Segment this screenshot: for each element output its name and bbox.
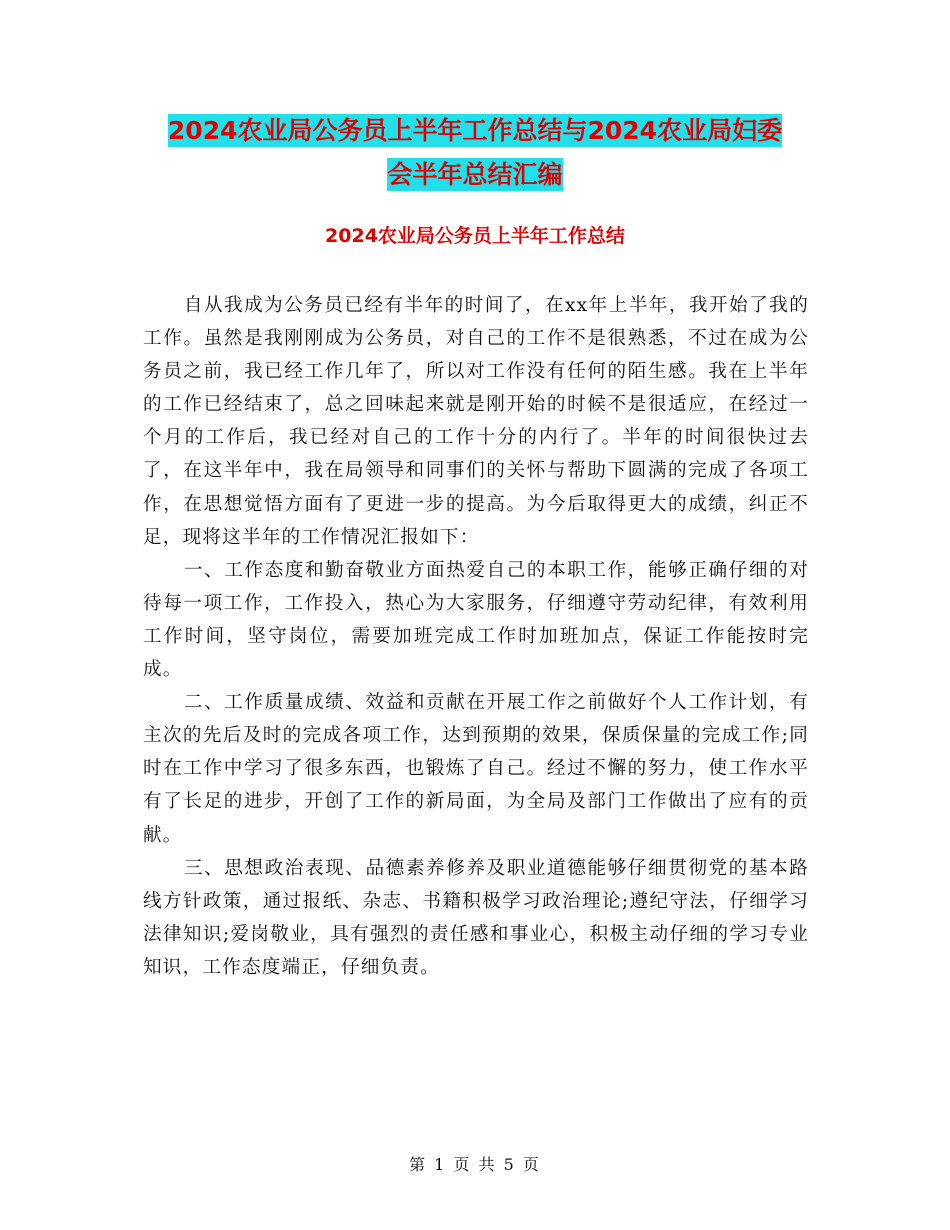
page-footer: 第 1 页 共 5 页 xyxy=(409,1155,541,1174)
title-highlight-1: 2024农业局公务员上半年工作总结与2024农业局妇委 xyxy=(167,116,783,145)
document-body xyxy=(143,289,809,984)
document-title-line-2 xyxy=(0,150,950,200)
section-title: 2024农业局公务员上半年工作总结 xyxy=(325,225,625,247)
title-highlight-2: 会半年总结汇编 xyxy=(387,160,563,189)
paragraph-attitude: 一、工作态度和勤奋敬业方面热爱自己的本职工作，能够正确仔细的对待每一项工作，工作投入，热心为大家服务，仔细遵守劳动纪律，有效利用工作时间，坚守岗位，需要加班完成工作时加班加点，保证工作能按时完成。 xyxy=(143,559,809,681)
paragraph-ethics: 三、思想政治表现、品德素养修养及职业道德能够仔细贯彻党的基本路线方针政策，通过报纸、杂志、书籍积极学习政治理论;遵纪守法，仔细学习法律知识;爱岗敬业，具有强烈的责任感和事业心，积极主动仔细的学习专业知识，工作态度端正，仔细负责。 xyxy=(143,857,809,978)
paragraph-intro: 自从我成为公务员已经有半年的时间了，在xx年上半年，我开始了我的工作。虽然是我刚刚成为公务员，对自己的工作不是很熟悉，不过在成为公务员之前，我已经工作几年了，所以对工作没有任何的陌生感。我在上半年的工作已经结束了，总之回味起来就是刚开始的时候不是很适应，在经过一个月的工作后，我已经对自己的工作十分的内行了。半年的时间很快过去了，在这半年中，我在局领导和同事们的关怀与帮助下圆满的完成了各项工作，在思想觉悟方面有了更进一步的提高。为今后取得更大的成绩，纠正不足，现将这半年的工作情况汇报如下： xyxy=(143,295,809,548)
document-title-line-1 xyxy=(0,106,950,156)
paragraph-quality: 二、工作质量成绩、效益和贡献在开展工作之前做好个人工作计划，有主次的先后及时的完成各项工作，达到预期的效果，保质保量的完成工作;同时在工作中学习了很多东西，也锻炼了自己。经过不懈的努力，使工作水平有了长足的进步，开创了工作的新局面，为全局及部门工作做出了应有的贡献。 xyxy=(143,692,809,846)
